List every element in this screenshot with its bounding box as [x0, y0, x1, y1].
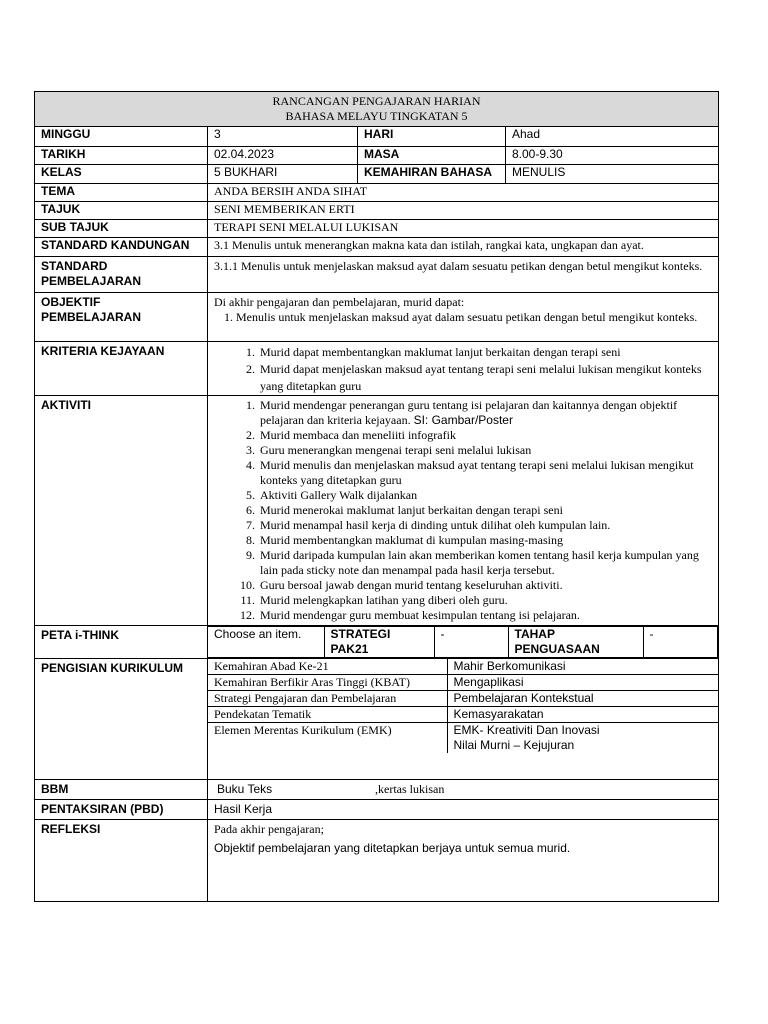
refleksi-label: REFLEKSI	[35, 820, 208, 902]
standard-kandungan-value: 3.1 Menulis untuk menerangkan makna kata dan istilah, rangkai kata, ungkapan dan ayat.	[208, 238, 719, 257]
minggu-value: 3	[208, 127, 358, 147]
list-item: 11. Murid melengkapkan latihan yang diberi oleh guru.	[258, 593, 712, 608]
bbm-label: BBM	[35, 780, 208, 800]
list-item: 9. Murid daripada kumpulan lain akan memberikan komen tentang hasil kerja kumpulan yang lain pada sticky note dan menampal pada hasil kerja tersebut.	[258, 548, 712, 578]
header-cell	[35, 92, 719, 127]
sumber-info-label: SI: Gambar/Poster	[413, 413, 513, 427]
strategi-pak21-value: -	[434, 627, 508, 658]
refleksi-line-1: Pada akhir pengajaran;	[214, 822, 324, 836]
plan-subtitle: BAHASA MELAYU TINGKATAN 5	[285, 109, 468, 123]
sub-tajuk-label: SUB TAJUK	[35, 220, 208, 238]
kurikulum-key: Strategi Pengajaran dan Pembelajaran	[208, 691, 447, 707]
peta-label: PETA i-THINK	[35, 626, 208, 659]
objektif-label: OBJEKTIF PEMBELAJARAN	[35, 293, 208, 342]
list-item: 1. Menulis untuk menjelaskan maksud ayat dalam sesuatu petikan dengan betul mengikut konteks.	[236, 310, 712, 325]
kurikulum-cell	[208, 659, 719, 780]
kurikulum-row	[35, 659, 719, 780]
bbm-value-1: Buku Teks	[217, 782, 273, 796]
peta-subtable	[208, 626, 718, 658]
pbd-label: PENTAKSIRAN (PBD)	[35, 800, 208, 820]
plan-title: RANCANGAN PENGAJARAN HARIAN	[272, 94, 481, 108]
kurikulum-value	[447, 723, 718, 754]
bbm-cell	[208, 780, 719, 800]
lesson-plan-table	[34, 91, 719, 902]
tema-label: TEMA	[35, 184, 208, 202]
tahap-penguasaan-value: -	[643, 627, 718, 658]
kriteria-label: KRITERIA KEJAYAAN	[35, 342, 208, 396]
header-row	[35, 92, 719, 127]
aktiviti-list	[214, 398, 712, 623]
kurikulum-value: Kemasyarakatan	[447, 707, 718, 723]
standard-kandungan-label: STANDARD KANDUNGAN	[35, 238, 208, 257]
table-row	[208, 723, 718, 754]
kemahiran-bahasa-label: KEMAHIRAN BAHASA	[358, 165, 506, 184]
list-item: 10. Guru bersoal jawab dengan murid tentang keseluruhan aktiviti.	[258, 578, 712, 593]
list-item: 4. Murid menulis dan menjelaskan maksud ayat tentang terapi seni melalui lukisan mengikut konteks yang ditetapkan guru	[258, 458, 712, 488]
bbm-value-2: ,kertas lukisan	[375, 782, 445, 796]
standard-pembelajaran-label: STANDARD PEMBELAJARAN	[35, 257, 208, 293]
refleksi-row	[35, 820, 719, 902]
aktiviti-label: AKTIVITI	[35, 396, 208, 626]
aktiviti-row	[35, 396, 719, 626]
tajuk-label: TAJUK	[35, 202, 208, 220]
list-item: 2. Murid dapat menjelaskan maksud ayat tentang terapi seni melalui lukisan mengikut konteks yang ditetapkan guru	[258, 361, 712, 395]
kurikulum-subtable	[208, 659, 718, 753]
sub-tajuk-row	[35, 220, 719, 238]
hari-label: HARI	[358, 127, 506, 147]
tajuk-value: SENI MEMBERIKAN ERTI	[208, 202, 719, 220]
list-item: 2. Murid membaca dan meneliiti infografik	[258, 428, 712, 443]
kurikulum-value: Mahir Berkomunikasi	[447, 659, 718, 675]
pbd-row	[35, 800, 719, 820]
list-item: 8. Murid membentangkan maklumat di kumpulan masing-masing	[258, 533, 712, 548]
kelas-value: 5 BUKHARI	[208, 165, 358, 184]
kriteria-row	[35, 342, 719, 396]
list-item: 6. Murid menerokai maklumat lanjut berkaitan dengan terapi seni	[258, 503, 712, 518]
kriteria-list	[214, 344, 712, 395]
list-item: 12. Murid mendengar guru membuat kesimpulan tentang isi pelajaran.	[258, 608, 712, 623]
aktiviti-item-1-text: Murid mendengar penerangan guru tentang isi pelajaran dan kaitannya dengan objektif pelajaran dan kriteria kejayaan.	[260, 398, 678, 427]
bbm-row	[35, 780, 719, 800]
table-row	[208, 659, 718, 675]
kurikulum-value: Pembelajaran Kontekstual	[447, 691, 718, 707]
tema-row	[35, 184, 719, 202]
objektif-intro: Di akhir pengajaran dan pembelajaran, murid dapat:	[214, 295, 465, 309]
standard-kandungan-row	[35, 238, 719, 257]
peta-row	[35, 626, 719, 659]
kurikulum-key: Elemen Merentas Kurikulum (EMK)	[208, 723, 447, 754]
kriteria-cell	[208, 342, 719, 396]
masa-label: MASA	[358, 147, 506, 165]
list-item: 7. Murid menampal hasil kerja di dinding untuk dilihat oleh kumpulan lain.	[258, 518, 712, 533]
objektif-row	[35, 293, 719, 342]
tajuk-row	[35, 202, 719, 220]
tema-value: ANDA BERSIH ANDA SIHAT	[208, 184, 719, 202]
kurikulum-key: Kemahiran Abad Ke-21	[208, 659, 447, 675]
kurikulum-key: Pendekatan Tematik	[208, 707, 447, 723]
tarikh-label: TARIKH	[35, 147, 208, 165]
nilai-murni-value: Nilai Murni – Kejujuran	[453, 738, 575, 752]
aktiviti-cell	[208, 396, 719, 626]
minggu-label: MINGGU	[35, 127, 208, 147]
strategi-pak21-label: STRATEGI PAK21	[324, 627, 434, 658]
standard-pembelajaran-row	[35, 257, 719, 293]
objektif-cell	[208, 293, 719, 342]
kemahiran-bahasa-value: MENULIS	[506, 165, 719, 184]
tarikh-value: 02.04.2023	[208, 147, 358, 165]
list-item: 3. Guru menerangkan mengenai terapi seni melalui lukisan	[258, 443, 712, 458]
tahap-penguasaan-label: TAHAP PENGUASAAN	[508, 627, 643, 658]
peta-ithink-dropdown[interactable]: Choose an item.	[208, 627, 324, 658]
emk-value: EMK- Kreativiti Dan Inovasi	[453, 723, 600, 737]
sub-tajuk-value: TERAPI SENI MELALUI LUKISAN	[208, 220, 719, 238]
table-row	[208, 691, 718, 707]
kurikulum-key: Kemahiran Berfikir Aras Tinggi (KBAT)	[208, 675, 447, 691]
kurikulum-value: Mengaplikasi	[447, 675, 718, 691]
refleksi-cell	[208, 820, 719, 902]
list-item: 1. Murid dapat membentangkan maklumat lanjut berkaitan dengan terapi seni	[258, 344, 712, 361]
list-item: 5. Aktiviti Gallery Walk dijalankan	[258, 488, 712, 503]
kelas-row	[35, 165, 719, 184]
list-item	[258, 398, 712, 428]
kelas-label: KELAS	[35, 165, 208, 184]
pbd-value: Hasil Kerja	[208, 800, 719, 820]
hari-value: Ahad	[506, 127, 719, 147]
tarikh-row	[35, 147, 719, 165]
refleksi-line-2: Objektif pembelajaran yang ditetapkan berjaya untuk semua murid.	[214, 841, 571, 855]
masa-value: 8.00-9.30	[506, 147, 719, 165]
objektif-list	[214, 310, 712, 325]
minggu-row	[35, 127, 719, 147]
peta-cell	[208, 626, 719, 659]
table-row	[208, 675, 718, 691]
standard-pembelajaran-value: 3.1.1 Menulis untuk menjelaskan maksud ayat dalam sesuatu petikan dengan betul mengikut konteks.	[208, 257, 719, 293]
kurikulum-label: PENGISIAN KURIKULUM	[35, 659, 208, 780]
table-row	[208, 707, 718, 723]
